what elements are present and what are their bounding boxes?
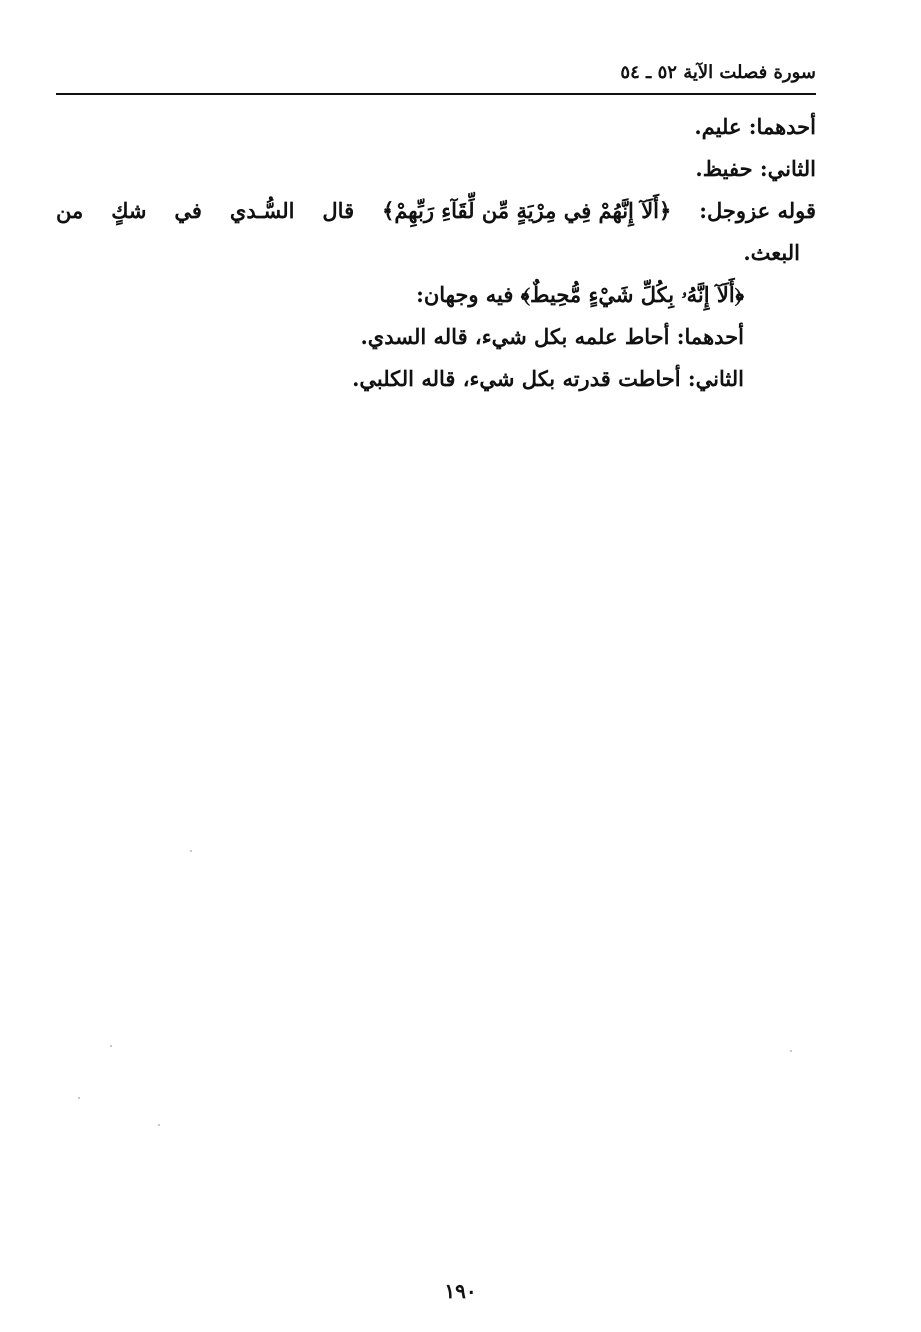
body-line-6: أحدهما: أحاط علمه بكل شيء، قاله السدي.	[360, 324, 744, 349]
word-5: من	[56, 198, 84, 223]
word-3: في	[174, 198, 202, 223]
intro-label: قوله عزوجل:	[699, 198, 816, 223]
word-4: شكٍ	[111, 198, 147, 223]
quran-verse-2: ﴿أَلَآ إِنَّهُۥ بِكُلِّ شَيْءٍ مُّحِيطٌ﴾	[520, 282, 744, 307]
body-line-2: الثاني: حفيظ.	[695, 156, 816, 181]
scan-speck	[190, 850, 192, 852]
scan-speck	[110, 1045, 112, 1047]
body-line-4: البعث.	[743, 240, 800, 265]
header-divider	[56, 93, 816, 95]
verse-commentary-label: فيه وجهان:	[416, 282, 514, 307]
word-2: السُّـدي	[229, 198, 295, 223]
body-line-3	[56, 190, 816, 232]
page-body	[56, 106, 816, 400]
quran-verse-1: ﴿أَلَآ إِنَّهُمْ فِي مِرْيَةٍ مِّن لِّقَآءِ رَبِّهِمْ﴾	[382, 198, 672, 223]
scan-speck	[78, 1097, 80, 1099]
running-header: سورة فصلت الآية ٥٢ ـ ٥٤	[620, 62, 816, 83]
word-1: قال	[322, 198, 355, 223]
scan-speck	[790, 1050, 792, 1052]
body-line-7: الثاني: أحاطت قدرته بكل شيء، قاله الكلبي.	[352, 366, 744, 391]
body-line-5	[56, 274, 816, 316]
page-number: ١٩٠	[444, 1279, 477, 1303]
body-line-1: أحدهما: عليم.	[694, 114, 816, 139]
scan-speck	[158, 1124, 160, 1126]
